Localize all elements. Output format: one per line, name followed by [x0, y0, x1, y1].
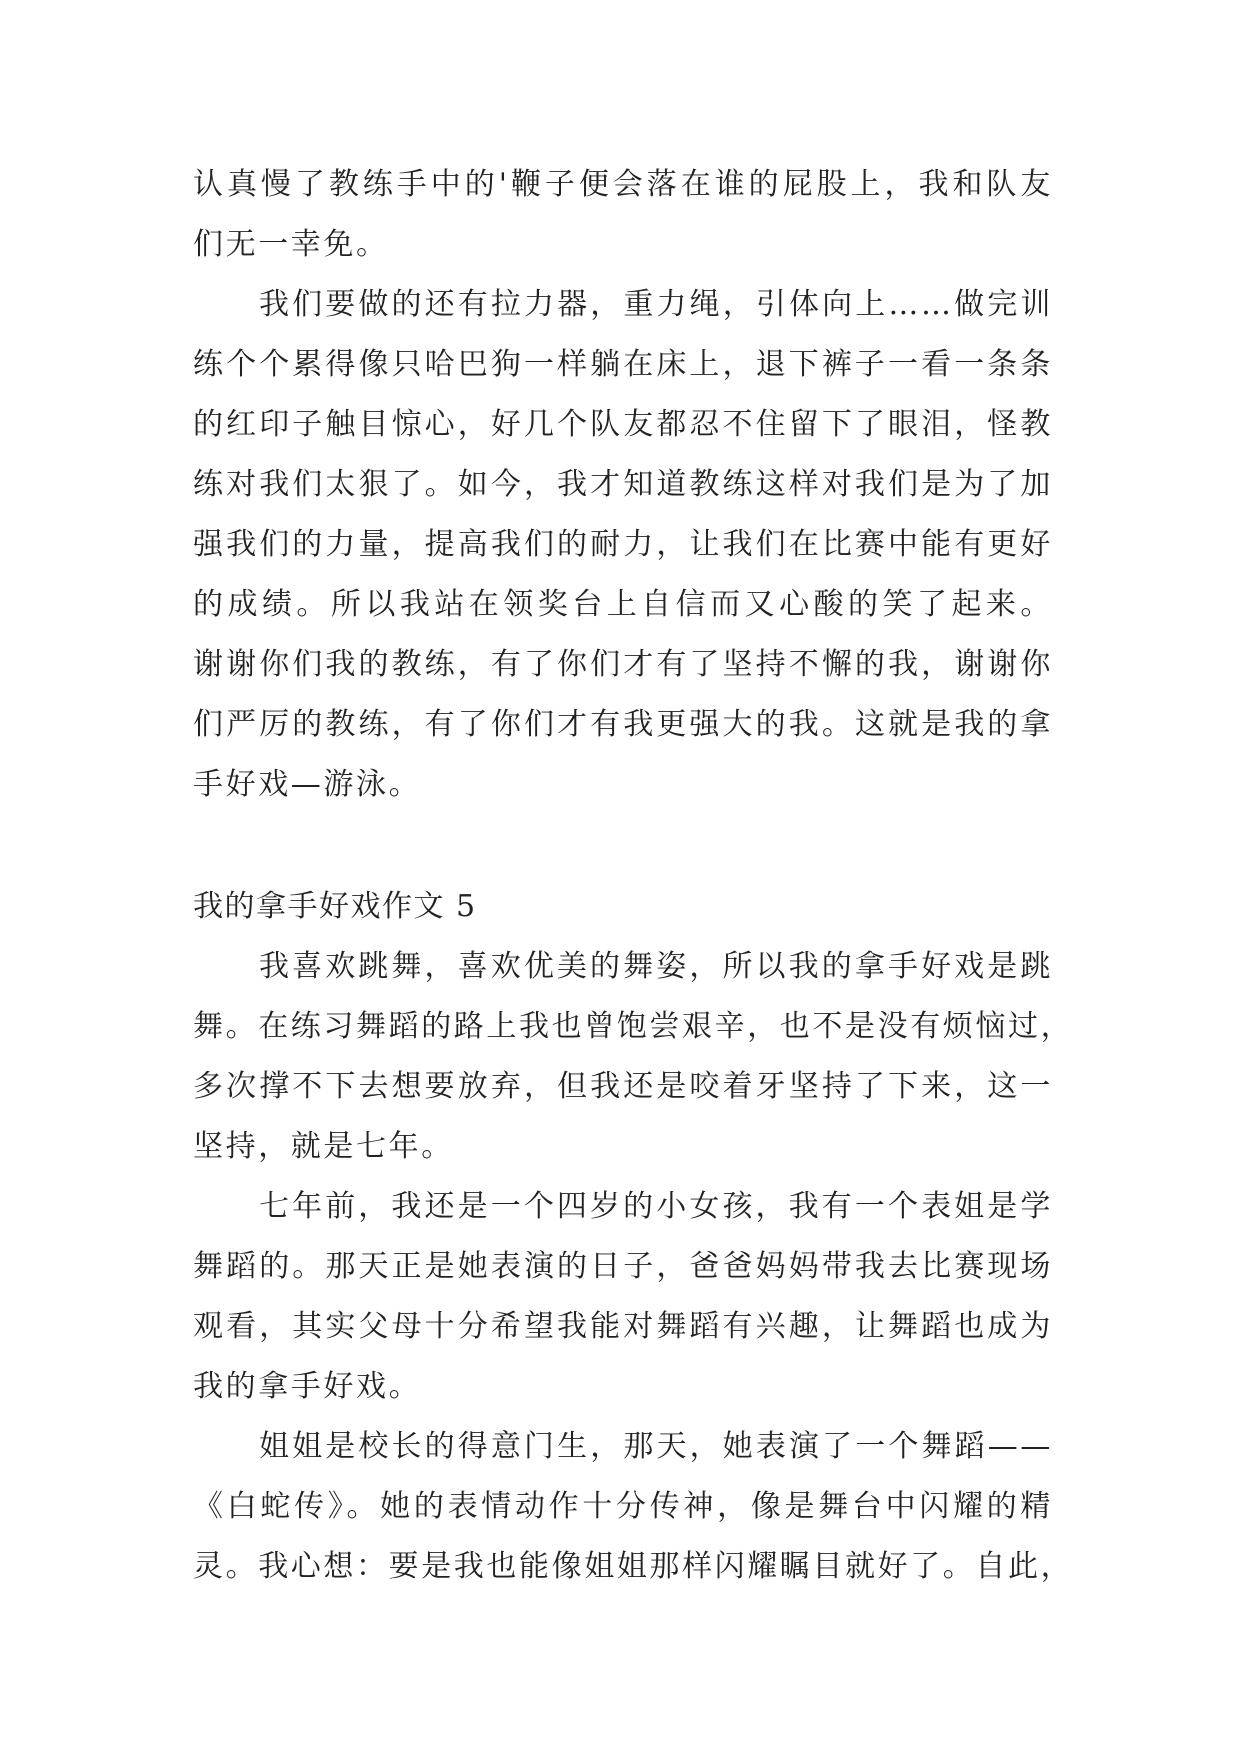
paragraph-line: 的红印子触目惊心，好几个队友都忍不住留下了眼泪，怪教 — [193, 407, 1053, 442]
paragraph-line: 们无一幸免。 — [193, 227, 389, 262]
paragraph-line: 我的拿手好戏。 — [193, 1369, 422, 1404]
paragraph-line: 姐姐是校长的得意门生，那天，她表演了一个舞蹈—— — [259, 1429, 1053, 1464]
paragraph-2 — [193, 275, 1053, 815]
paragraph-line: 坚持，就是七年。 — [193, 1129, 454, 1164]
paragraph-line: 的成绩。所以我站在领奖台上自信而又心酸的笑了起来。 — [193, 587, 1053, 622]
paragraph-line: 观看，其实父母十分希望我能对舞蹈有兴趣，让舞蹈也成为 — [193, 1309, 1053, 1344]
paragraph-line: 灵。我心想：要是我也能像姐姐那样闪耀瞩目就好了。自此， — [193, 1549, 1074, 1584]
section-paragraph-2 — [193, 1177, 1053, 1417]
section-paragraph-1 — [193, 937, 1074, 1177]
paragraph-line: 舞。在练习舞蹈的路上我也曾饱尝艰辛，也不是没有烦恼过， — [193, 1009, 1074, 1044]
section-gap — [193, 815, 1053, 877]
paragraph-line: 强我们的力量，提高我们的耐力，让我们在比赛中能有更好 — [193, 527, 1053, 562]
paragraph-line: 《白蛇传》。她的表情动作十分传神，像是舞台中闪耀的精 — [193, 1489, 1053, 1524]
paragraph-line: 谢谢你们我的教练，有了你们才有了坚持不懈的我，谢谢你 — [193, 647, 1053, 682]
paragraph-line: 们严厉的教练，有了你们才有我更强大的我。这就是我的拿 — [193, 707, 1053, 742]
paragraph-line: 我们要做的还有拉力器，重力绳，引体向上……做完训 — [259, 287, 1053, 322]
document-body — [193, 155, 1074, 1597]
paragraph-line: 我喜欢跳舞，喜欢优美的舞姿，所以我的拿手好戏是跳 — [259, 949, 1053, 984]
paragraph-line: 认真慢了教练手中的'鞭子便会落在谁的屁股上，我和队友 — [193, 167, 1053, 202]
paragraph-line: 多次撑不下去想要放弃，但我还是咬着牙坚持了下来，这一 — [193, 1069, 1053, 1104]
paragraph-line: 七年前，我还是一个四岁的小女孩，我有一个表姐是学 — [259, 1189, 1053, 1224]
paragraph-1 — [193, 155, 1053, 275]
paragraph-line: 手好戏—游泳。 — [193, 767, 422, 802]
paragraph-line: 练对我们太狠了。如今，我才知道教练这样对我们是为了加 — [193, 467, 1053, 502]
section-paragraph-3 — [193, 1417, 1074, 1597]
paragraph-line: 舞蹈的。那天正是她表演的日子，爸爸妈妈带我去比赛现场 — [193, 1249, 1053, 1284]
paragraph-line: 练个个累得像只哈巴狗一样躺在床上，退下裤子一看一条条 — [193, 347, 1053, 382]
section-title: 我的拿手好戏作文 5 — [193, 889, 477, 924]
